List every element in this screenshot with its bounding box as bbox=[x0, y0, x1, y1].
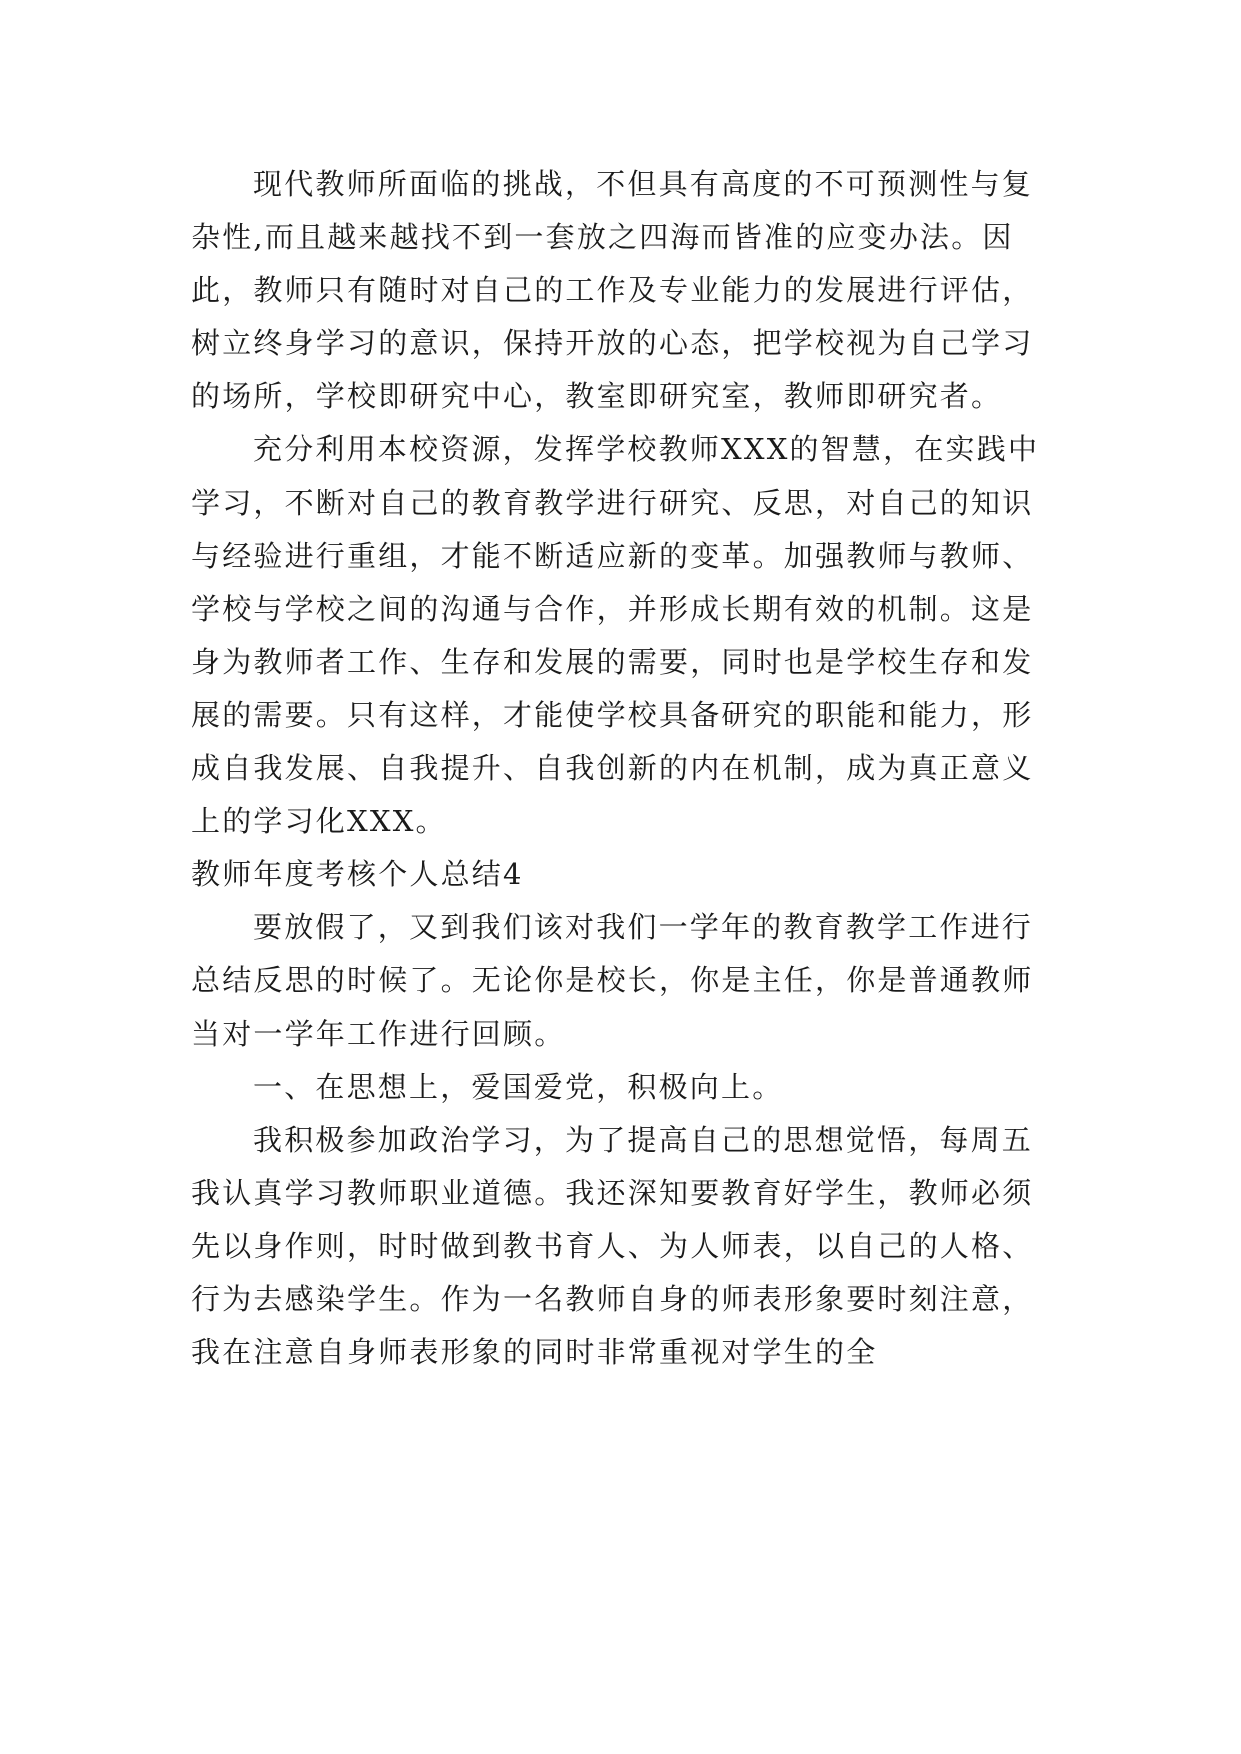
paragraph-challenges: 现代教师所面临的挑战，不但具有高度的不可预测性与复杂性,而且越来越找不到一套放之四海而皆准的应变办法。因此，教师只有随时对自己的工作及专业能力的发展进行评估，树立终身学习的意识，保持开放的心态，把学校视为自己学习的场所，学校即研究中心，教室即研究室，教师即研究者。 bbox=[191, 167, 1034, 414]
paragraph-school-resources: 充分利用本校资源，发挥学校教师XXX的智慧，在实践中学习，不断对自己的教育教学进行研究、反思，对自己的知识与经验进行重组，才能不断适应新的变革。加强教师与教师、学校与学校之间的沟通与合作，并形成长期有效的机制。这是身为教师者工作、生存和发展的需要，同时也是学校生存和发展的需要。只有这样，才能使学校具备研究的职能和能力，形成自我发展、自我提升、自我创新的内在机制，成为真正意义上的学习化XXX。 bbox=[191, 432, 1040, 839]
paragraph-ideology-title: 一、在思想上，爱国爱党，积极向上。 bbox=[253, 1069, 784, 1104]
section-heading: 教师年度考核个人总结4 bbox=[191, 857, 524, 892]
paragraph-political-study: 我积极参加政治学习，为了提高自己的思想觉悟，每周五我认真学习教师职业道德。我还深知要教育好学生，教师必须先以身作则，时时做到教书育人、为人师表，以自己的人格、行为去感染学生。作为一名教师自身的师表形象要时刻注意，我在注意自身师表形象的同时非常重视对学生的全 bbox=[191, 1122, 1034, 1370]
document-body bbox=[191, 158, 1061, 1379]
paragraph-holiday-review: 要放假了，又到我们该对我们一学年的教育教学工作进行总结反思的时候了。无论你是校长，你是主任，你是普通教师当对一学年工作进行回顾。 bbox=[191, 910, 1034, 1051]
